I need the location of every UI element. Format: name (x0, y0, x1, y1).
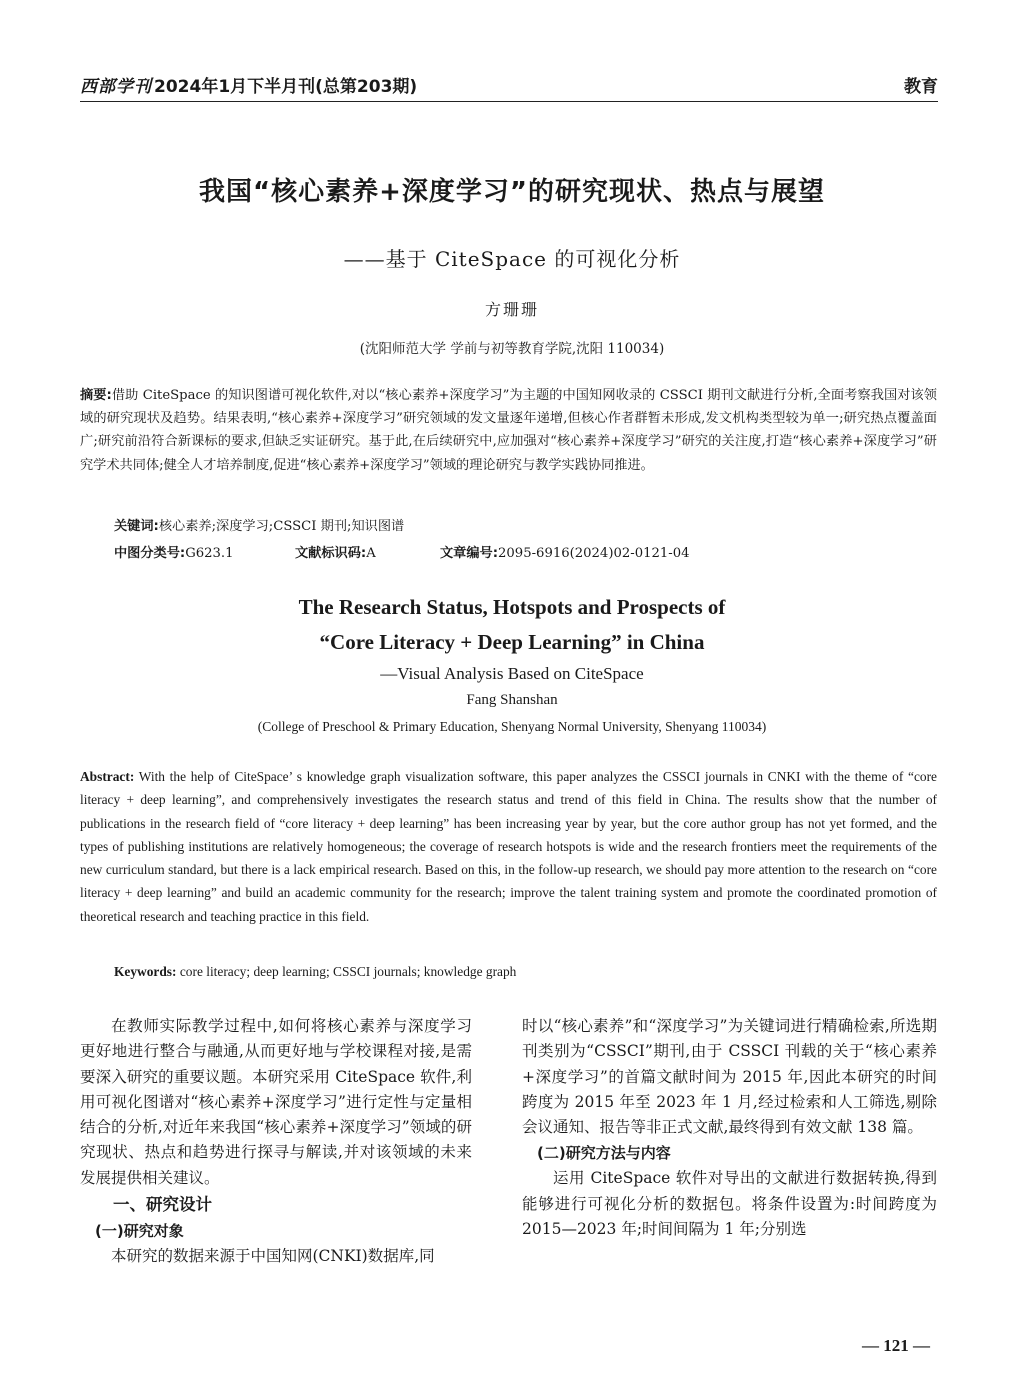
body-column-right (522, 1014, 937, 1242)
doc-value: A (366, 546, 376, 561)
page-number-value: 121 (883, 1336, 909, 1355)
paragraph-1-continued: 时以“核心素养”和“深度学习”为关键词进行精确检索,所选期刊类别为“CSSCI”期刊,由于 CSSCI 刊载的关于“核心素养+深度学习”的首篇文献时间为 2015 年,因此本研究的时间跨度为 2015 年至 2023 年 1 月,经过检索和人工筛选,剔除会议通知、报告等非正式文献,最终得到有效文献 138 篇。 (522, 1017, 937, 1137)
title-en-line2: “Core Literacy + Deep Learning” in China (319, 630, 705, 654)
clc-number (114, 542, 234, 561)
journal-issue (80, 72, 417, 97)
keywords-cn (114, 515, 404, 534)
subsection-heading-1: (一)研究对象 (95, 1222, 184, 1241)
abstract-en-text: With the help of CiteSpace’ s knowledge graph visualization software, this paper analyzes the CSSCI journals in CNKI with the theme of “core literacy + deep learning”, and comprehensively investigates the research status and trend of this field in China. The results show that the number of publications in the research field of “core literacy + deep learning” has been increasing year by year, but the core author group has not yet formed, and the types of publishing institutions are relatively homogeneous; the coverage of research hotspots is wide and the research frontiers meet the requirements of the new curriculum standard, but there is a lack empirical research. Based on this, in the follow-up research, we should pay more attention to the research on “core literacy + deep learning” and build an academic community for the research; improve the talent training system and promote the coordinated promotion of theoretical research and teaching practice in this field. (80, 769, 937, 924)
paragraph-1: 本研究的数据来源于中国知网(CNKI)数据库,同 (111, 1247, 435, 1266)
article-label: 文章编号: (440, 546, 499, 561)
author-cn: 方珊珊 (484, 300, 539, 319)
document-code (295, 542, 376, 561)
keywords-cn-text: 核心素养;深度学习;CSSCI 期刊;知识图谱 (158, 519, 405, 534)
issue-text: 2024年1月下半月刊(总第203期) (154, 77, 418, 97)
subsection-heading-2: (二)研究方法与内容 (537, 1144, 671, 1163)
abstract-en (80, 765, 937, 928)
subtitle-cn: ——基于 CiteSpace 的可视化分析 (343, 247, 681, 271)
intro-paragraph: 在教师实际教学过程中,如何将核心素养与深度学习更好地进行整合与融通,从而更好地与学校课程对接,是需要深入研究的重要议题。本研究采用 CiteSpace 软件,利用可视化图谱对“核心素养+深度学习”进行定性与定量相结合的分析,对近年来我国“核心素养+深度学习”领域的研究现状、热点和趋势进行探寻与解读,并对该领域的未来发展提供相关建议。 (80, 1017, 472, 1187)
header-rule (80, 101, 938, 102)
title-en-line1: The Research Status, Hotspots and Prospects of (298, 595, 726, 619)
affiliation-cn: (沈阳师范大学 学前与初等教育学院,沈阳 110034) (359, 341, 665, 357)
abstract-cn (80, 384, 937, 477)
abstract-cn-text: 借助 CiteSpace 的知识图谱可视化软件,对以“核心素养+深度学习”为主题的中国知网收录的 CSSCI 期刊文献进行分析,全面考察我国对该领域的研究现状及趋势。结果表明,“核心素养+深度学习”研究领域的发文量逐年递增,但核心作者群暂未形成,发文机构类型较为单一;研究热点覆盖面广;研究前沿符合新课标的要求,但缺乏实证研究。基于此,在后续研究中,应加强对“核心素养+深度学习”研究的关注度,打造“核心素养+深度学习”研究学术共同体;健全人才培养制度,促进“核心素养+深度学习”领域的理论研究与教学实践协同推进。 (80, 388, 937, 473)
clc-label: 中图分类号: (114, 546, 186, 561)
keywords-en-label: Keywords: (114, 964, 177, 979)
section-name: 教育 (904, 77, 938, 97)
clc-value: G623.1 (185, 546, 234, 561)
author-en: Fang Shanshan (466, 692, 558, 708)
doc-label: 文献标识码: (295, 546, 367, 561)
journal-logo: 西部学刊 (80, 77, 152, 97)
abstract-cn-label: 摘要: (80, 388, 112, 403)
keywords-cn-label: 关键词: (114, 519, 159, 534)
subtitle-en: —Visual Analysis Based on CiteSpace (380, 664, 644, 683)
affiliation-en: (College of Preschool & Primary Education, Shenyang Normal University, Shenyang 110034) (257, 719, 767, 734)
abstract-en-label: Abstract: (80, 769, 135, 784)
keywords-en (114, 964, 516, 980)
paragraph-2: 运用 CiteSpace 软件对导出的文献进行数据转换,得到能够进行可视化分析的数据包。将条件设置为:时间跨度为 2015—2023 年;时间间隔为 1 年;分别选 (522, 1169, 937, 1239)
body-column-left (80, 1014, 472, 1269)
page-number: — 121 — (862, 1336, 930, 1355)
article-number (440, 542, 690, 561)
title-cn: 我国“核心素养+深度学习”的研究现状、热点与展望 (199, 177, 825, 207)
keywords-en-text: core literacy; deep learning; CSSCI journals; knowledge graph (179, 964, 517, 979)
running-header (80, 66, 938, 102)
article-value: 2095-6916(2024)02-0121-04 (498, 546, 690, 561)
section-heading-1: 一、研究设计 (113, 1195, 212, 1215)
